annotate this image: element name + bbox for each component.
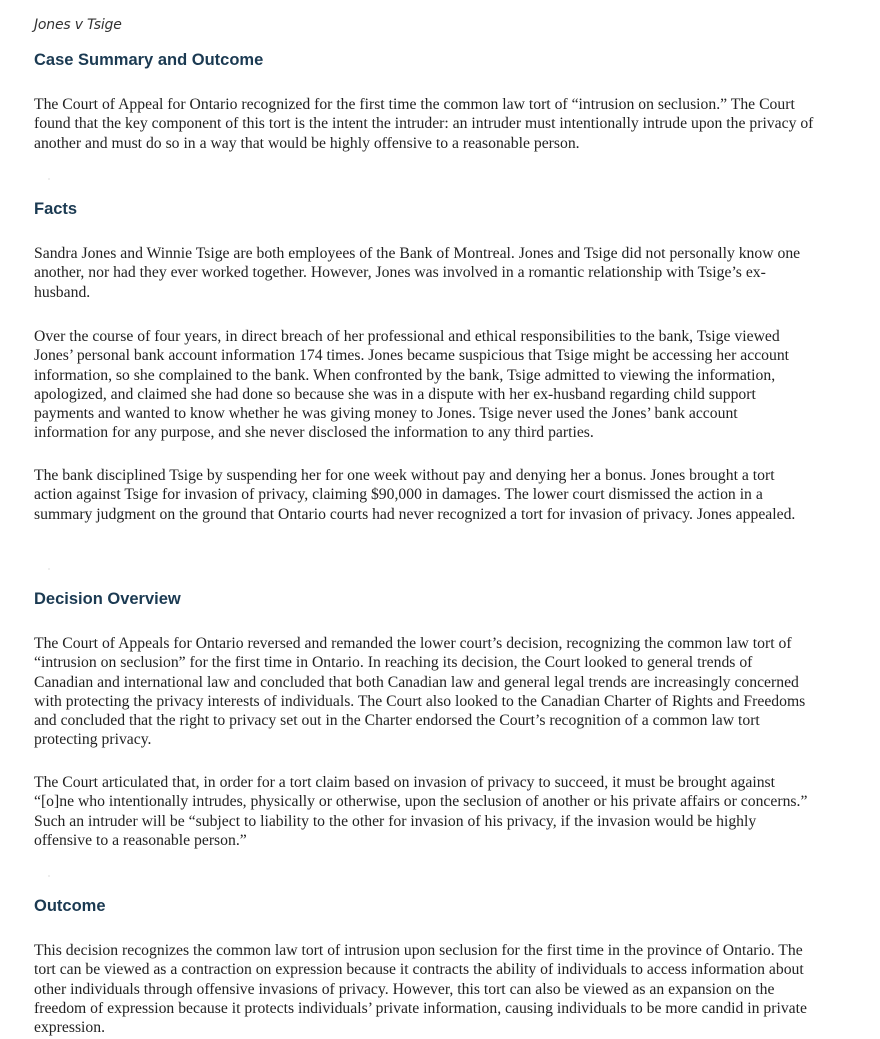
section-divider (48, 178, 50, 180)
section-divider (48, 568, 50, 570)
facts-paragraph: The bank disciplined Tsige by suspending her for one week without pay and denying her a bonus. Jones brought a tort action against Tsige for invasion of privacy, claiming $90,000 in damages. The lower court dismissed the action in a summary judgment on the ground that Ontario courts had never recognized a tort for invasion of privacy. Jones appealed. (34, 467, 796, 523)
heading-case-summary: Case Summary and Outcome (34, 51, 264, 69)
facts-paragraph: Sandra Jones and Winnie Tsige are both employees of the Bank of Montreal. Jones and Tsige did not personally know one another, nor had they ever worked together. However, Jones was involved in a romantic relationship with Tsige’s ex-husband. (34, 245, 801, 301)
decision-paragraph: The Court of Appeals for Ontario reversed and remanded the lower court’s decision, recognizing the common law tort of “intrusion on seclusion” for the first time in Ontario. In reaching its decision, the Court looked to general trends of Canadian and international law and concluded that both Canadian law and general legal trends are increasingly concerned with protecting the privacy interests of individuals. The Court also looked to the Canadian Charter of Rights and Freedoms and concluded that the right to privacy set out in the Charter endorsed the Court’s recognition of a common law tort protecting privacy. (34, 635, 806, 749)
case-title: Jones v Tsige (34, 17, 122, 33)
section-divider (48, 875, 50, 877)
summary-paragraph: The Court of Appeal for Ontario recognized for the first time the common law tort of “intrusion on seclusion.” The Court found that the key component of this tort is the intent the intruder: an intruder must intentionally intrude upon the privacy of another and must do so in a way that would be highly offensive to a reasonable person. (34, 96, 814, 152)
outcome-paragraph: This decision recognizes the common law tort of intrusion upon seclusion for the first time in the province of Ontario. The tort can be viewed as a contraction on expression because it contracts the ability of individuals to access information about other individuals through offensive invasions of privacy. However, this tort can also be viewed as an expansion on the freedom of expression because it protects individuals’ private information, causing individuals to be more candid in private expression. (34, 942, 807, 1037)
heading-facts: Facts (34, 200, 78, 218)
facts-paragraph: Over the course of four years, in direct breach of her professional and ethical responsibilities to the bank, Tsige viewed Jones’ personal bank account information 174 times. Jones became suspicious that Tsige might be accessing her account information, so she complained to the bank. When confronted by the bank, Tsige admitted to viewing the information, apologized, and claimed she had done so because she was in a dispute with her ex-husband regarding child support payments and wanted to know whether he was giving money to Jones. Tsige never used the Jones’ bank account information for any purpose, and she never disclosed the information to any third parties. (34, 328, 790, 442)
heading-decision-overview: Decision Overview (34, 590, 181, 608)
decision-paragraph: The Court articulated that, in order for a tort claim based on invasion of privacy to succeed, it must be brought against “[o]ne who intentionally intrudes, physically or otherwise, upon the seclusion of another or his private affairs or concerns.” Such an intruder will be “subject to liability to the other for invasion of his privacy, if the invasion would be highly offensive to a reasonable person.” (34, 774, 808, 849)
heading-outcome: Outcome (34, 897, 106, 915)
